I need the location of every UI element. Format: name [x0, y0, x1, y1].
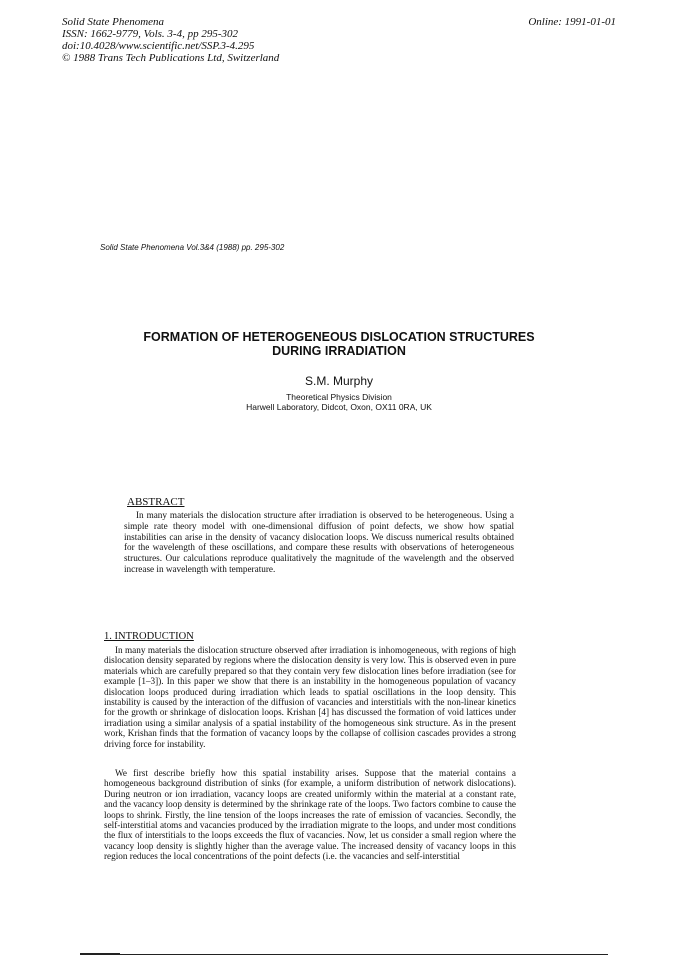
- introduction-paragraph-1: In many materials the dislocation structure observed after irradiation is inhomogeneous, with regions of high dislocation density separated by regions where the dislocation density is very low. This is observed even in pure materials which are carefully prepared so that they contain very few dislocation lines before irradiation (see for example [1–3]). In this paper we show that there is an instability in the homogeneous population of vacancy dislocation loops produced during irradiation which leads to spatial oscillations in the loop density. This instability is caused by the interaction of the diffusion of vacancies and interstitials with the non-linear kinetics for the growth or shrinkage of dislocation loops. Krishan [4] has discussed the formation of void lattices under irradiation using a similar analysis of a spatial instability of the homogeneous sink structure. As in the present work, Krishan finds that the formation of vacancy loops by the collapse of collision cascades provides a strong driving force for instability.: [104, 645, 516, 749]
- footer-rule-accent: [80, 953, 120, 955]
- footer-rule: [80, 954, 608, 955]
- journal-name: Solid State Phenomena: [62, 16, 165, 28]
- affiliation-division: Theoretical Physics Division: [286, 392, 392, 402]
- doi-line: doi:10.4028/www.scientific.net/SSP.3-4.295: [62, 40, 255, 52]
- issn-line: ISSN: 1662-9779, Vols. 3-4, pp 295-302: [62, 28, 238, 40]
- title-line-1: FORMATION OF HETEROGENEOUS DISLOCATION STRUCTURES: [143, 330, 535, 344]
- paper-title: [0, 330, 678, 358]
- introduction-paragraph-2: We first describe briefly how this spatial instability arises. Suppose that the material contains a homogeneous background distribution of sinks (for example, a uniform distribution of network dislocations). During neutron or ion irradiation, vacancy loops are created uniformly within the material at a constant rate, and the vacancy loop density is determined by the shrinkage rate of the loops. Two factors combine to cause the loops to shrink. Firstly, the line tension of the loops increases the rate of emission of vacancies. Secondly, the self-interstitial atoms and vacancies produced by the irradiation migrate to the loops, and under most conditions the flux of interstitials to the loops exceeds the flux of vacancies. Now, let us consider a small region where the vacancy loop density is slightly higher than the average value. The increased density of vacancy loops in this region reduces the local concentrations of the point defects (i.e. the vacancies and self-interstitial: [104, 768, 516, 862]
- affiliation-address: Harwell Laboratory, Didcot, Oxon, OX11 0RA, UK: [246, 402, 432, 412]
- affiliation: [0, 392, 678, 412]
- publication-header: [62, 16, 279, 64]
- copyright-line: © 1988 Trans Tech Publications Ltd, Switzerland: [62, 52, 280, 64]
- abstract-text: In many materials the dislocation structure after irradiation is observed to be heterogeneous. Using a simple rate theory model with one-dimensional diffusion of point defects, we show how spatial instabilities can arise in the density of vacancy dislocation loops. We discuss numerical results obtained for the wavelength of these oscillations, and compare these results with observations of heterogeneous structures. Our calculations reproduce qualitatively the magnitude of the wavelength and the observed increase in wavelength with temperature.: [124, 510, 514, 574]
- abstract-heading: ABSTRACT: [127, 496, 185, 508]
- title-line-2: DURING IRRADIATION: [272, 344, 406, 358]
- online-date: Online: 1991-01-01: [528, 16, 616, 28]
- introduction-heading: 1. INTRODUCTION: [104, 631, 194, 642]
- citation-line: Solid State Phenomena Vol.3&4 (1988) pp. 295-302: [100, 243, 285, 252]
- author-name: S.M. Murphy: [304, 374, 373, 388]
